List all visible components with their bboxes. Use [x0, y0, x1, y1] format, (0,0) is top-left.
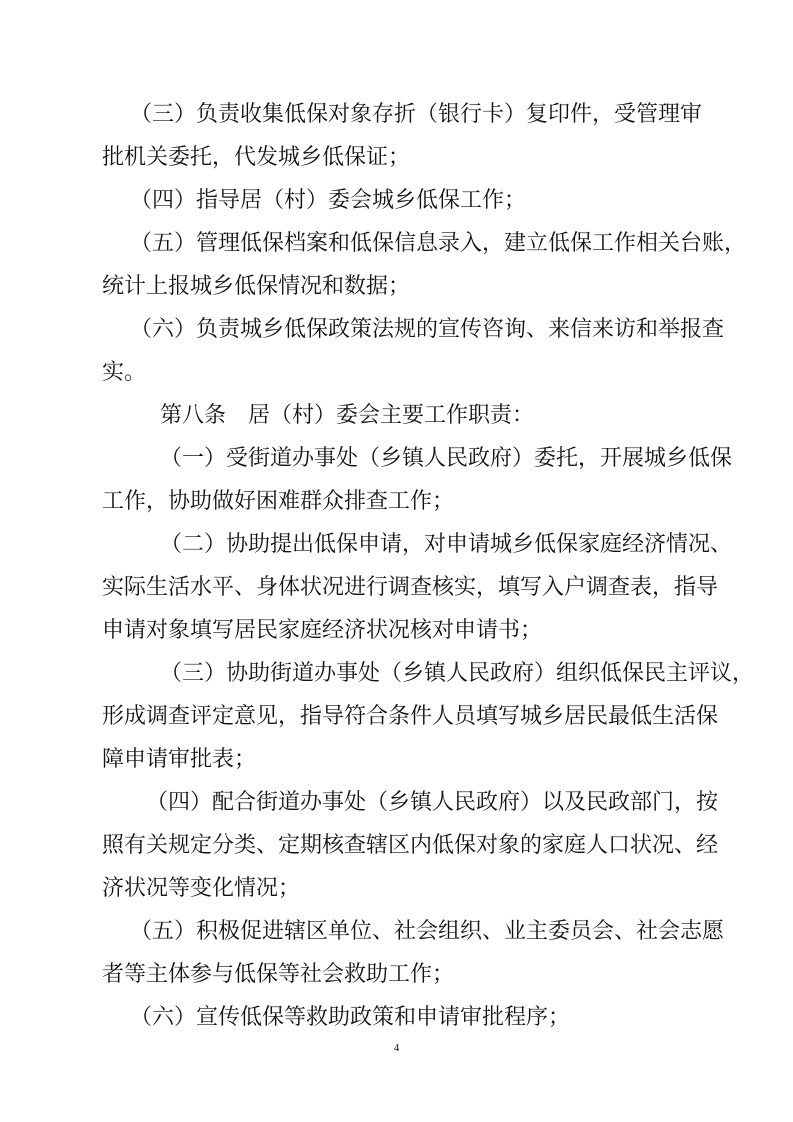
paragraph-line: （四）配合街道办事处（乡镇人民政府）以及民政部门，按: [146, 790, 719, 815]
paragraph-line: 者等主体参与低保等社会救助工作；: [102, 962, 455, 987]
paragraph-line: 统计上报城乡低保情况和数据；: [102, 274, 411, 299]
paragraph-line: （一）受街道办事处（乡镇人民政府）委托，开展城乡低保: [160, 446, 733, 471]
paragraph-line: 照有关规定分类、定期核查辖区内低保对象的家庭人口状况、经: [102, 833, 719, 858]
paragraph-line: 形成调查评定意见，指导符合条件人员填写城乡居民最低生活保: [102, 704, 719, 729]
article-heading: 第八条 居（村）委会主要工作职责：: [160, 403, 535, 428]
paragraph-line: 工作，协助做好困难群众排查工作；: [102, 489, 455, 514]
paragraph-line: （二）协助提出低保申请，对申请城乡低保家庭经济情况、: [160, 532, 733, 557]
paragraph-line: 批机关委托，代发城乡低保证；: [102, 145, 411, 170]
paragraph-line: （三）协助街道办事处（乡镇人民政府）组织低保民主评议，: [160, 661, 755, 686]
paragraph-line: （三）负责收集低保对象存折（银行卡）复印件，受管理审: [130, 102, 703, 127]
paragraph-line: 障申请审批表；: [102, 747, 257, 772]
paragraph-line: （四）指导居（村）委会城乡低保工作；: [130, 188, 527, 213]
paragraph-line: （六）宣传低保等救助政策和申请审批程序；: [130, 1005, 571, 1030]
paragraph-line: 申请对象填写居民家庭经济状况核对申请书；: [102, 618, 543, 643]
paragraph-line: 实际生活水平、身体状况进行调查核实，填写入户调查表，指导: [102, 575, 719, 600]
paragraph-line: 实。: [102, 360, 147, 385]
paragraph-line: 济状况等变化情况；: [102, 876, 301, 901]
paragraph-line: （五）积极促进辖区单位、社会组织、业主委员会、社会志愿: [130, 919, 725, 944]
paragraph-line: （五）管理低保档案和低保信息录入，建立低保工作相关台账，: [130, 231, 747, 256]
page-number: 4: [393, 1042, 400, 1054]
paragraph-line: （六）负责城乡低保政策法规的宣传咨询、来信来访和举报查: [130, 317, 725, 342]
